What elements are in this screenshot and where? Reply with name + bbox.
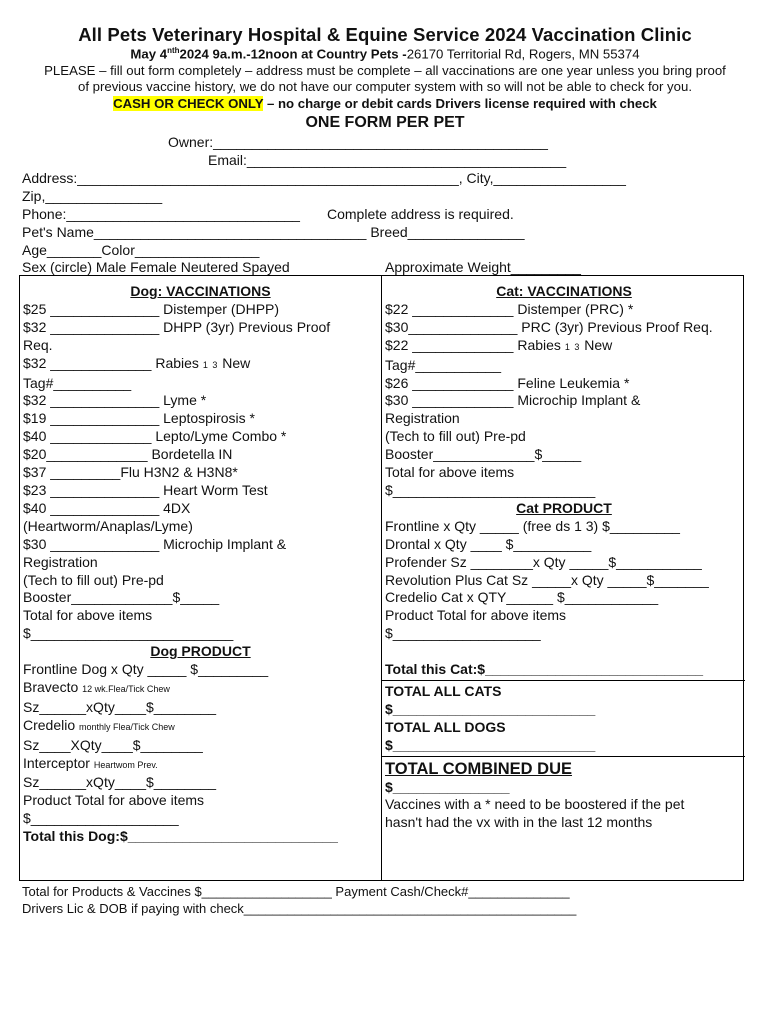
total-all-cats-label: TOTAL ALL CATS [385,682,502,699]
cat-line-prc-3yr[interactable]: $30______________ PRC (3yr) Previous Proof Req. [385,318,713,335]
cat-profender[interactable]: Profender Sz ________x Qty _____$___________ [385,553,702,570]
dog-product-total-field[interactable]: $___________________ [23,810,179,827]
age-color-field[interactable]: Age_______Color________________ [22,242,260,258]
booster-note-2: hasn't had the vx with in the last 12 months [385,814,653,831]
pet-name-breed-field[interactable]: Pet's Name___________________________________ Breed_______________ [22,224,525,240]
cat-revolution[interactable]: Revolution Plus Cat Sz _____x Qty _____$_______ [385,571,709,588]
column-divider [381,276,382,880]
dog-line-dhpp-3yr[interactable]: $32 ______________ DHPP (3yr) Previous Proof [23,318,331,335]
cat-credelio[interactable]: Credelio Cat x QTY______ $____________ [385,589,659,606]
dog-vaccinations-heading: Dog: VACCINATIONS [130,283,271,299]
address-city-field[interactable]: Address:_________________________________________________, City,_________________ [22,170,626,186]
total-all-dogs-field[interactable]: $__________________________ [385,736,596,753]
cat-line-booster[interactable]: Booster_____________$_____ [385,446,582,463]
dog-bravecto [23,679,378,699]
dog-rabies-label: $32 _____________ Rabies [23,354,203,371]
cat-frontline[interactable]: Frontline x Qty _____ (free ds 1 3) $_________ [385,517,680,534]
total-combined-field[interactable]: $_______________ [385,778,510,795]
cat-rabies-label: $22 _____________ Rabies [385,336,565,353]
dog-product-heading: Dog PRODUCT [150,643,251,660]
clinic-date-line [0,46,770,61]
cat-drontal[interactable]: Drontal x Qty ____ $__________ [385,535,592,552]
total-all-cats-field[interactable]: $__________________________ [385,700,596,717]
owner-field[interactable]: Owner:___________________________________________ [168,134,548,150]
cat-rabies-years: 1 3 [564,341,581,352]
cat-line-leukemia[interactable]: $26 _____________ Feline Leukemia * [385,374,630,391]
pricing-table [19,275,744,881]
phone-field[interactable]: Phone:______________________________ [22,206,300,222]
payment-note: – no charge or debit cards Drivers license required with check [263,96,657,111]
weight-field[interactable]: Approximate Weight_________ [385,259,581,275]
cat-column [385,283,743,832]
cat-line-total-label: Total for above items [385,464,515,481]
cat-vaccinations-heading: Cat: VACCINATIONS [496,283,632,299]
total-all-dogs-label: TOTAL ALL DOGS [385,718,506,735]
cat-grand-total[interactable]: Total this Cat:$____________________________ [385,661,704,678]
dog-credelio-size[interactable]: Sz____XQty____$________ [23,736,203,753]
dog-grand-total[interactable]: Total this Dog:$___________________________ [23,828,338,845]
dog-frontline[interactable]: Frontline Dog x Qty _____ $_________ [23,661,269,678]
dog-line-4dx-desc: (Heartworm/Anaplas/Lyme) [23,517,193,534]
notice-line-1: PLEASE – fill out form completely – address must be complete – all vaccinations are one year unless you bring proof [44,63,726,78]
dog-interceptor [23,755,378,775]
dog-line-lepto[interactable]: $19 ______________ Leptospirosis * [23,410,255,427]
dog-column [23,283,378,846]
dog-rabies-new: New [218,354,251,371]
dog-line-lepto-lyme[interactable]: $40 _____________ Lepto/Lyme Combo * [23,428,287,445]
footer-drivers-license[interactable]: Drivers Lic & DOB if paying with check______________________________________________ [22,901,577,916]
dog-line-bordetella[interactable]: $20_____________ Bordetella IN [23,446,233,463]
zip-field[interactable]: Zip,_______________ [22,188,163,204]
cat-rabies-new: New [580,336,613,353]
combined-rule [382,756,745,757]
dog-credelio [23,717,378,737]
dog-line-dhpp-req: Req. [23,336,53,353]
dog-line-tag[interactable]: Tag#__________ [23,374,132,391]
cat-total-rule [382,680,745,681]
credelio-label: Credelio [23,716,80,733]
cat-line-distemper[interactable]: $22 _____________ Distemper (PRC) * [385,300,634,317]
dog-line-microchip[interactable]: $30 ______________ Microchip Implant & [23,535,287,552]
date-suffix: nth [167,46,180,55]
dog-bravecto-size[interactable]: Sz______xQty____$________ [23,698,217,715]
one-form-heading: ONE FORM PER PET [305,114,465,131]
complete-address-note: Complete address is required. [327,206,514,222]
cat-product-total-label: Product Total for above items [385,607,567,624]
dog-line-registration: Registration [23,553,98,570]
footer-totals-payment[interactable]: Total for Products & Vaccines $__________________ Payment Cash/Check#______________ [22,884,570,899]
dog-line-tech: (Tech to fill out) Pre-pd [23,571,164,588]
dog-line-heartworm-test[interactable]: $23 ______________ Heart Worm Test [23,481,268,498]
dog-line-distemper[interactable]: $25 ______________ Distemper (DHPP) [23,300,280,317]
clinic-date: May 4 [130,46,168,62]
dog-product-total-label: Product Total for above items [23,792,205,809]
dog-line-lyme[interactable]: $32 ______________ Lyme * [23,392,207,409]
form-title: All Pets Veterinary Hospital & Equine Service 2024 Vaccination Clinic [78,24,692,45]
dog-line-total-field[interactable]: $__________________________ [23,625,234,642]
dog-line-rabies[interactable] [23,355,378,375]
cat-line-registration: Registration [385,410,460,427]
dog-rabies-years: 1 3 [202,359,219,370]
dog-line-booster[interactable]: Booster_____________$_____ [23,589,220,606]
cat-line-microchip[interactable]: $30 _____________ Microchip Implant & [385,392,641,409]
cat-product-heading: Cat PRODUCT [516,499,612,516]
email-field[interactable]: Email:_________________________________________ [208,152,567,168]
cat-line-tech: (Tech to fill out) Pre-pd [385,428,526,445]
dog-line-flu[interactable]: $37 _________Flu H3N2 & H3N8* [23,464,238,481]
clinic-address: 26170 Territorial Rd, Rogers, MN 55374 [406,46,640,62]
bravecto-note: 12 wk.Flea/Tick Chew [82,683,170,694]
credelio-note: monthly Flea/Tick Chew [79,721,175,732]
cat-line-tag[interactable]: Tag#___________ [385,356,502,373]
interceptor-note: Heartwom Prev. [93,759,158,770]
clinic-time-location: 2024 9a.m.-12noon at Country Pets - [179,46,407,62]
sex-field[interactable]: Sex (circle) Male Female Neutered Spayed [22,259,290,275]
dog-line-4dx[interactable]: $40 ______________ 4DX [23,499,191,516]
total-combined-label: TOTAL COMBINED DUE [385,759,573,778]
cash-only-highlight: CASH OR CHECK ONLY [113,96,264,111]
dog-interceptor-size[interactable]: Sz______xQty____$________ [23,774,217,791]
booster-note-1: Vaccines with a * need to be boostered if the pet [385,796,685,813]
interceptor-label: Interceptor [23,754,94,771]
cat-line-total-field[interactable]: $__________________________ [385,481,596,498]
payment-line [0,96,770,111]
dog-line-total-label: Total for above items [23,607,153,624]
notice-line-2: of previous vaccine history, we do not have our computer system with so will not be able to check for you. [77,79,692,94]
cat-line-rabies[interactable] [385,337,743,357]
cat-product-total-field[interactable]: $___________________ [385,625,541,642]
bravecto-label: Bravecto [23,678,83,695]
